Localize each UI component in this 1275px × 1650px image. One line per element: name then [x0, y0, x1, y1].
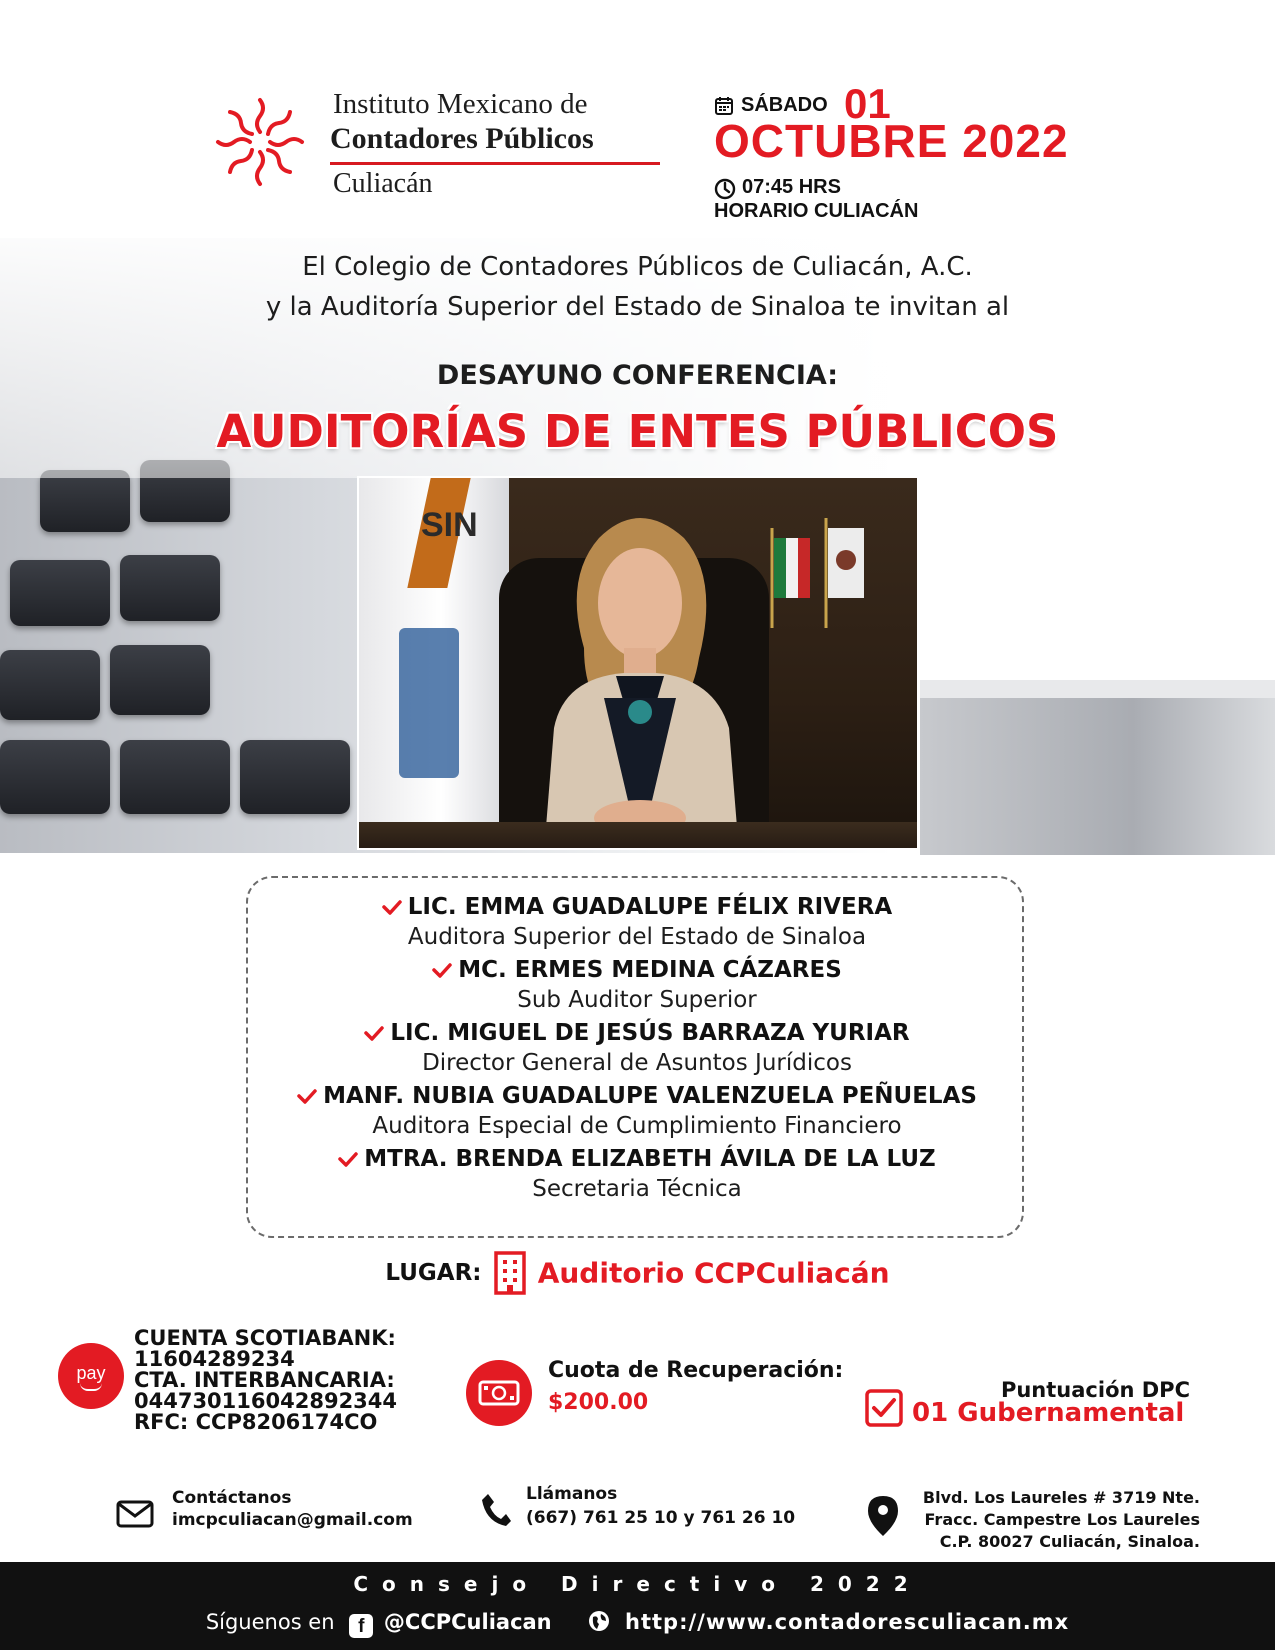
- check-icon: [364, 1025, 384, 1041]
- bank-line: 11604289234: [134, 1347, 295, 1371]
- event-day-number: 01: [844, 80, 891, 127]
- pay-smile-shape: [80, 1383, 102, 1391]
- logo-text-line1: Instituto Mexicano de: [333, 88, 588, 120]
- check-icon: [432, 962, 452, 978]
- mail-icon: [116, 1500, 154, 1528]
- calendar-icon: [714, 96, 734, 116]
- building-icon: [493, 1250, 527, 1296]
- speaker-role: Secretaria Técnica: [532, 1176, 742, 1202]
- speaker-portrait: [524, 498, 754, 850]
- banner-seal: [399, 628, 459, 778]
- photo-banner: [359, 478, 509, 850]
- speaker-role: Sub Auditor Superior: [517, 987, 757, 1013]
- paper-edge: [920, 680, 1275, 698]
- footer-council: Consejo Directivo 2022: [353, 1572, 922, 1596]
- venue-label: LUGAR:: [385, 1260, 482, 1286]
- logo-text-line2: Contadores Públicos: [330, 122, 594, 155]
- phone-icon: [480, 1492, 512, 1528]
- paper-background: [920, 680, 1275, 855]
- event-type: DESAYUNO CONFERENCIA:: [436, 360, 839, 391]
- phone-number[interactable]: (667) 761 25 10 y 761 26 10: [526, 1508, 796, 1528]
- speaker-name-text: LIC. MIGUEL DE JESÚS BARRAZA YURIAR: [390, 1020, 910, 1046]
- checkbox-icon: [864, 1388, 904, 1428]
- address-line: C.P. 80027 Culiacán, Sinaloa.: [939, 1532, 1200, 1551]
- logo-divider: [330, 162, 660, 165]
- check-icon: [382, 899, 402, 915]
- fee-value: $200.00: [548, 1390, 649, 1415]
- clock-icon: [714, 178, 736, 200]
- bank-line: 044730116042892344: [134, 1389, 398, 1413]
- keyboard-key-shape: [120, 740, 230, 814]
- keyboard-key-shape: [240, 740, 350, 814]
- invitation-line-1: El Colegio de Contadores Públicos de Culiacán, A.C.: [302, 252, 973, 282]
- contact-label: Contáctanos: [172, 1488, 292, 1508]
- speaker-name-text: MC. ERMES MEDINA CÁZARES: [458, 957, 842, 983]
- venue-row: [0, 1250, 1275, 1296]
- keyboard-key-shape: [40, 470, 130, 532]
- address-line: Blvd. Los Laureles # 3719 Nte.: [922, 1488, 1200, 1507]
- contact-email[interactable]: imcpculiacan@gmail.com: [172, 1510, 413, 1530]
- website-link[interactable]: http://www.contadoresculiacan.mx: [625, 1610, 1070, 1634]
- footer-social-row: [0, 1610, 1275, 1638]
- photo-desk: [359, 822, 919, 850]
- bank-line: CUENTA SCOTIABANK:: [134, 1326, 396, 1350]
- check-icon: [338, 1151, 358, 1167]
- speakers-panel: [246, 876, 1024, 1238]
- social-handle[interactable]: @CCPCuliacan: [383, 1610, 552, 1634]
- speaker-name-text: MTRA. BRENDA ELIZABETH ÁVILA DE LA LUZ: [364, 1146, 936, 1172]
- speaker-role: Director General de Asuntos Jurídicos: [422, 1050, 852, 1076]
- speaker-name-text: LIC. EMMA GUADALUPE FÉLIX RIVERA: [407, 894, 893, 920]
- flags-icon: [754, 508, 874, 628]
- amazon-pay-icon: [58, 1343, 124, 1409]
- event-month-year: OCTUBRE 2022: [714, 115, 1069, 167]
- speaker-name: [248, 1083, 1026, 1109]
- speaker-name: [248, 894, 1026, 920]
- speaker-name-text: MANF. NUBIA GUADALUPE VALENZUELA PEÑUELAS: [323, 1083, 977, 1109]
- speaker-role: Auditora Superior del Estado de Sinaloa: [407, 924, 867, 950]
- keyboard-key-shape: [110, 645, 210, 715]
- address-line: Fracc. Campestre Los Laureles: [924, 1510, 1200, 1529]
- facebook-icon: f: [349, 1614, 373, 1638]
- speaker-name: [248, 1146, 1026, 1172]
- cash-icon: [466, 1360, 532, 1426]
- event-title: AUDITORÍAS DE ENTES PÚBLICOS: [216, 405, 1059, 458]
- keyboard-key-shape: [10, 560, 110, 626]
- check-icon: [297, 1088, 317, 1104]
- event-time-zone: HORARIO CULIACÁN: [714, 200, 919, 222]
- logo-text-line3: Culiacán: [333, 168, 433, 199]
- cash-glyph: [466, 1360, 532, 1426]
- bank-details: [134, 1328, 397, 1433]
- bank-line: CTA. INTERBANCARIA:: [134, 1368, 395, 1392]
- bank-line: RFC: CCP8206174CO: [134, 1410, 378, 1434]
- globe-icon: [588, 1610, 610, 1632]
- imcp-logo-icon: [210, 92, 310, 192]
- invitation-line-2: y la Auditoría Superior del Estado de Sinaloa te invitan al: [265, 292, 1010, 322]
- speaker-name: [248, 1020, 1026, 1046]
- speaker-role: Auditora Especial de Cumplimiento Financiero: [372, 1113, 902, 1139]
- keyboard-key-shape: [120, 555, 220, 621]
- event-day-name: SÁBADO: [741, 94, 828, 116]
- dpc-label: Puntuación DPC: [1000, 1378, 1190, 1402]
- keyboard-key-shape: [0, 650, 100, 720]
- fee-label: Cuota de Recuperación:: [548, 1358, 844, 1383]
- pay-icon-text: pay: [76, 1363, 106, 1383]
- banner-text: SIN: [421, 506, 478, 544]
- speaker-photo: [357, 476, 919, 850]
- event-time: 07:45 HRS: [742, 176, 841, 198]
- speaker-name: [248, 957, 1026, 983]
- dpc-value: 01 Gubernamental: [912, 1398, 1185, 1428]
- follow-label: Síguenos en: [205, 1610, 335, 1634]
- footer-bar: [0, 1562, 1275, 1650]
- venue-name: Auditorio CCPCuliacán: [537, 1256, 890, 1290]
- keyboard-key-shape: [0, 740, 110, 814]
- phone-label: Llámanos: [526, 1484, 618, 1504]
